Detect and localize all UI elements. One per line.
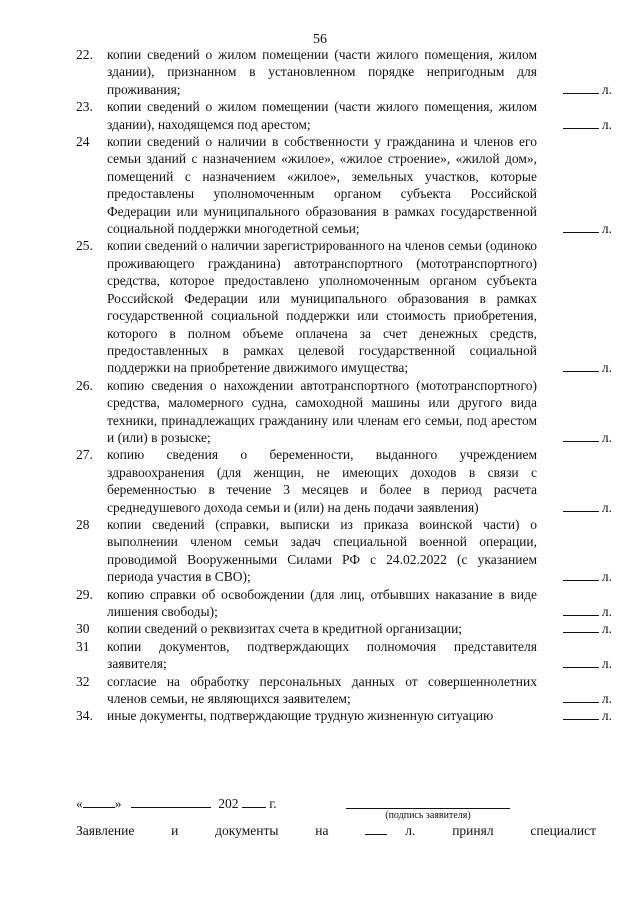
final-word-4: на [315,823,329,838]
item-text: копию справки об освобождении (для лиц, отбывших наказание в виде лишения свободы); [107,586,537,619]
item-number: 34. [76,708,93,724]
item-number: 26. [76,377,93,393]
item-text: копию сведения о нахождении автотранспортного (мототранспортного) средства, маломерного судна, самоходной машины или другого вида техники, принадлежащих гражданину или членам его семьи, под арестом и (или) в розыске; [107,377,537,445]
day-blank[interactable] [83,795,115,808]
sheet-count-field [563,359,612,376]
sheet-count-blank[interactable] [563,81,599,94]
sheet-count [365,822,415,839]
list-item [72,586,612,621]
sheets-label: л. [601,708,612,724]
sheet-count-blank[interactable] [563,499,599,512]
sheets-label: л. [601,621,612,637]
list-item [72,98,612,133]
sheet-count-field [563,429,612,446]
sheets-label: л. [601,656,612,672]
item-number: 29. [76,586,93,602]
sheet-count-blank[interactable] [563,568,599,581]
item-text: копии сведений о реквизитах счета в кредитной организации; [107,621,463,637]
list-item [72,133,612,237]
final-word-2: и [171,823,179,838]
sheet-count-field [563,116,612,133]
list-item [72,446,612,516]
sheet-count-field [563,220,612,237]
item-text: копии сведений о жилом помещении (части жилого помещения, жилом здании), признанном в установленном порядке непригодным для проживания; [107,47,537,97]
sheet-count-blank[interactable] [365,822,387,835]
item-number: 23. [76,99,93,115]
sheets-label: л. [405,823,416,838]
item-text: копии сведений о жилом помещении (части жилого помещения, жилом здании), находящемся под арестом; [107,99,537,132]
item-text: копии сведений о наличии зарегистрированного на членов семьи (одиноко проживающего гражданина) автотранспортного (мототранспортного) средства, которое предоставлено уполномоченным органом субъекта Российской Федерации или муниципального образования в рамках государственной социальной поддержки или стоимость приобретения, которого в полном объеме оплачена за счет денежных средств, предоставленных в рамках целевой государственной социальной поддержки на приобретение движимого имущества; [107,238,537,376]
item-text: иные документы, подтверждающие трудную жизненную ситуацию [107,708,494,724]
sheet-count-blank[interactable] [563,707,599,720]
item-number: 32 [76,673,90,689]
year-blank[interactable] [242,795,266,808]
sheets-label: л. [601,569,612,585]
list-item [72,620,612,637]
sheets-label: л. [601,221,612,237]
sheet-count-blank[interactable] [563,655,599,668]
item-number: 25. [76,238,93,254]
document-list [72,46,612,725]
item-text: согласие на обработку персональных данных от совершеннолетних членов семьи, не являющихся заявителем; [107,673,537,707]
item-text: копии сведений о наличии в собственности у гражданина и членов его семьи зданий с назначением «жилое», «жилое строение», «жилой дом», помещений с назначением «жилое», земельных участков, которые предоставлены уполномоченным органом субъекта Российской Федерации или муниципального образования в рамках государственной социальной поддержки многодетной семьи; [107,134,537,237]
item-number: 24 [76,134,90,150]
sheets-label: л. [601,499,612,515]
list-item [72,516,612,586]
sheet-count-blank[interactable] [563,220,599,233]
accepted-word: принял [452,823,494,838]
specialist-word: специалист [530,823,596,838]
sheet-count-field [563,655,612,672]
item-number: 27. [76,447,93,463]
item-text: копии документов, подтверждающих полномочия представителя заявителя; [107,638,537,672]
sheet-count-field [563,603,612,620]
sheet-count-field [563,690,612,707]
sheet-count-field [563,81,612,98]
signature-label: (подпись заявителя) [385,810,471,821]
sheet-count-blank[interactable] [563,359,599,372]
item-number: 30 [76,621,90,637]
list-item [72,638,612,673]
list-item [72,673,612,708]
item-number: 28 [76,516,90,532]
month-blank[interactable] [131,795,211,808]
open-quote: « [76,796,83,811]
sheet-count-blank[interactable] [563,690,599,703]
sheets-label: л. [601,604,612,619]
item-number: 22. [76,47,93,62]
sheet-count-blank[interactable] [563,620,599,633]
list-item [72,237,612,376]
sheets-label: л. [601,116,612,132]
sheet-count-field [563,707,612,724]
signature-line[interactable] [346,808,510,809]
list-item [72,377,612,447]
sheet-count-field [563,620,612,637]
list-item [72,707,612,724]
item-number: 31 [76,638,90,654]
close-quote: » [114,796,122,811]
list-item [72,46,612,98]
page-number: 56 [313,32,327,47]
sheet-count-field [563,499,612,516]
final-word-3: документы [215,823,279,838]
final-word-1: Заявление [76,823,135,838]
sheet-count-blank[interactable] [563,116,599,129]
sheet-count-blank[interactable] [563,603,599,616]
acceptance-line [76,822,596,839]
sheet-count-field [563,568,612,585]
year-suffix: г. [269,796,277,811]
sheets-label: л. [601,429,612,445]
sheets-label: л. [601,691,612,707]
sheets-label: л. [601,360,612,376]
sheets-label: л. [601,81,612,97]
year-prefix: 202 [218,796,239,811]
item-text: копию сведения о беременности, выданного учреждением здравоохранения (для женщин, не имеющих доходов в связи с беременностью в течение 3 месяцев и более в период расчета среднедушевого дохода семьи и (или) на день подачи заявления) [107,447,537,515]
item-text: копии сведений (справки, выписки из приказа воинской части) о выполнении членом семьи задач специальной военной операции, проводимой Вооруженными Силами РФ с 24.02.2022 (с указанием периода участия в СВО); [107,516,537,585]
sheet-count-blank[interactable] [563,429,599,442]
